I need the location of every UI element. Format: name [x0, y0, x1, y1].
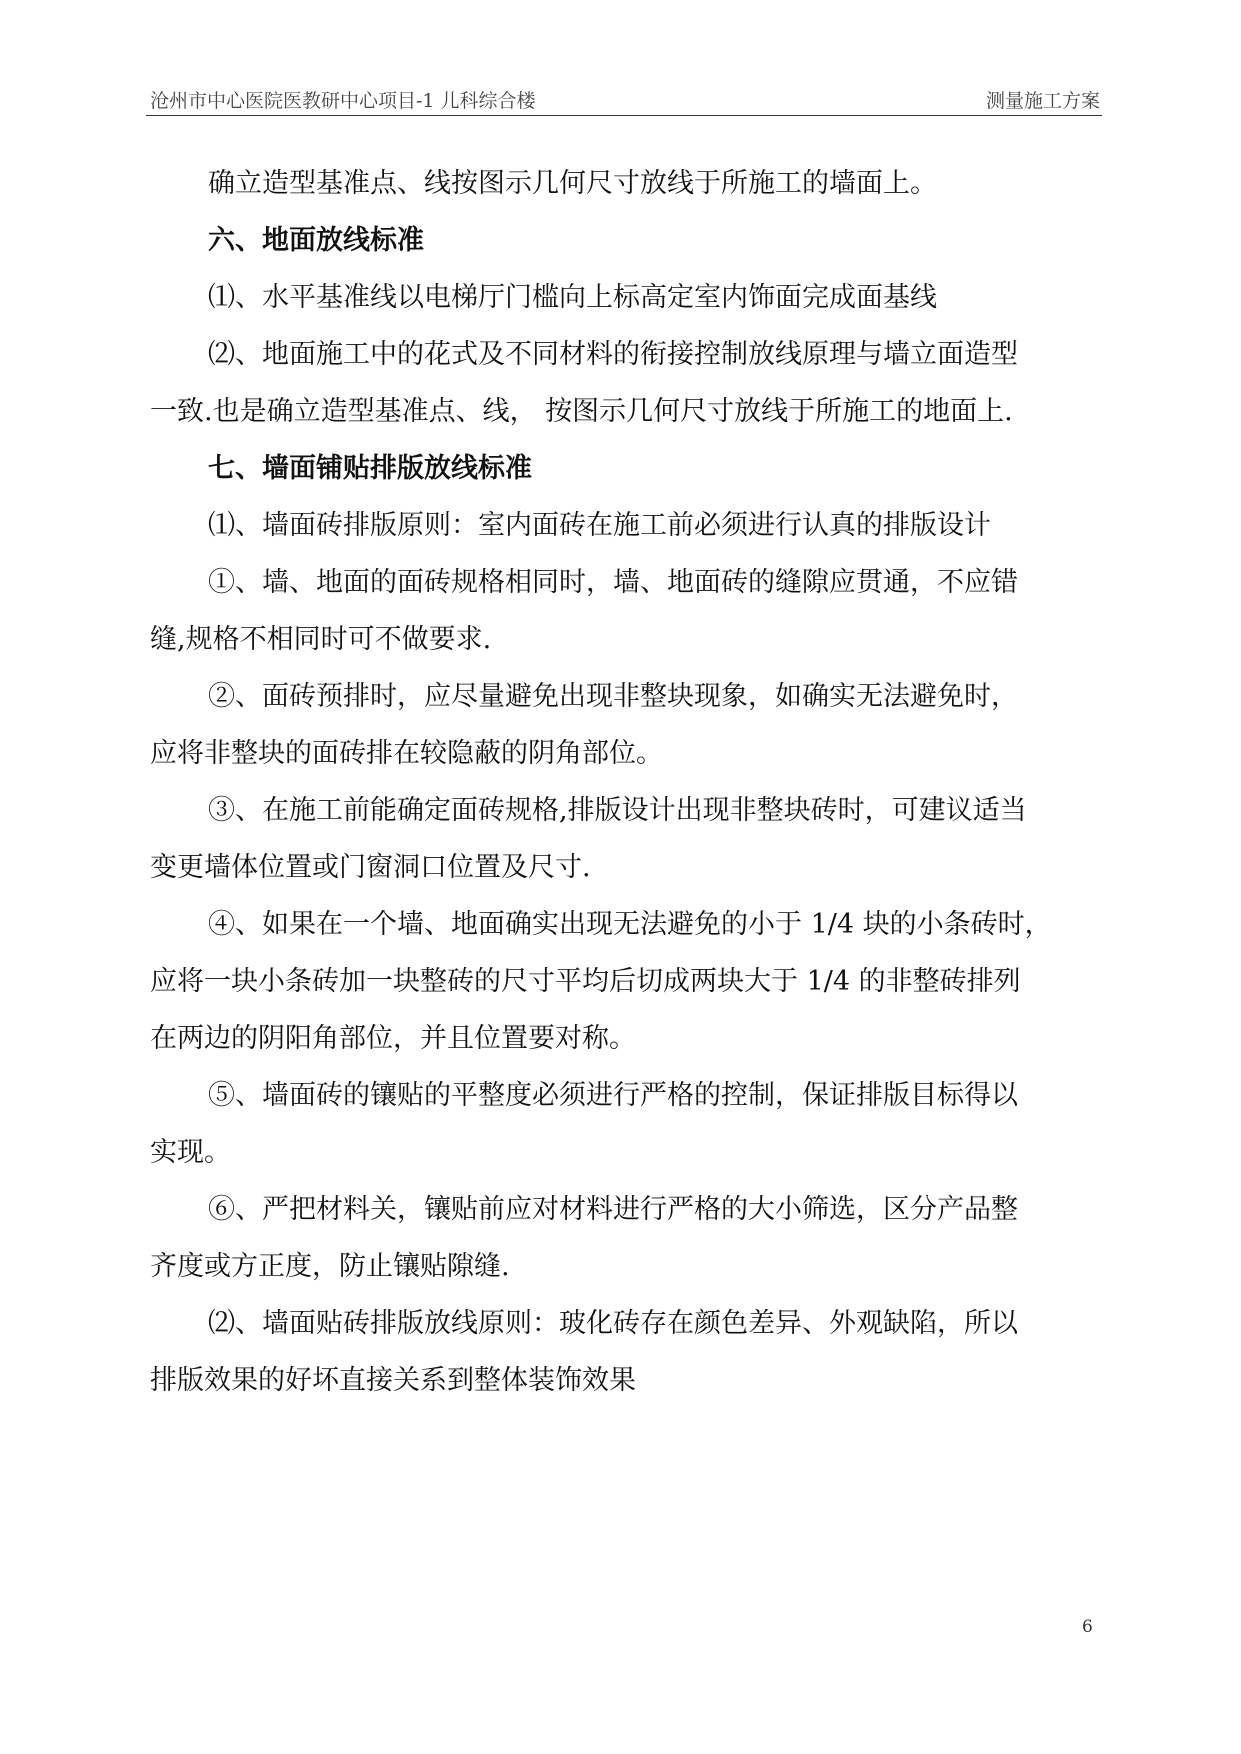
- paragraph-line: ⑥、严把材料关，镶贴前应对材料进行严格的大小筛选，区分产品整: [208, 1194, 1018, 1225]
- paragraph-line: 应将一块小条砖加一块整砖的尺寸平均后切成两块大于 1/4 的非整砖排列: [150, 966, 1021, 997]
- section-heading-6: 六、地面放线标准: [208, 225, 424, 256]
- paragraph-line: ①、墙、地面的面砖规格相同时，墙、地面砖的缝隙应贯通，不应错: [208, 567, 1018, 598]
- paragraph-line: ⑵、地面施工中的花式及不同材料的衔接控制放线原理与墙立面造型: [208, 339, 1018, 370]
- paragraph-line: ⑴、水平基准线以电梯厅门槛向上标高定室内饰面完成面基线: [208, 282, 937, 313]
- section-heading-7: 七、墙面铺贴排版放线标准: [208, 453, 532, 484]
- paragraph-line: ⑵、墙面贴砖排版放线原则：玻化砖存在颜色差异、外观缺陷，所以: [208, 1308, 1018, 1339]
- paragraph-line: 排版效果的好坏直接关系到整体装饰效果: [150, 1365, 636, 1396]
- paragraph-line: 齐度或方正度，防止镶贴隙缝.: [150, 1251, 510, 1282]
- header-project-title: 沧州市中心医院医教研中心项目-1 儿科综合楼: [150, 90, 536, 112]
- paragraph-line: 一致.也是确立造型基准点、线， 按图示几何尺寸放线于所施工的地面上.: [150, 396, 1013, 427]
- paragraph-line: ②、面砖预排时，应尽量避免出现非整块现象，如确实无法避免时，: [208, 681, 1018, 712]
- page-number: 6: [1082, 1617, 1093, 1637]
- document-body: [150, 155, 1100, 1409]
- paragraph-line: 在两边的阴阳角部位，并且位置要对称。: [150, 1023, 636, 1054]
- paragraph-line: ③、在施工前能确定面砖规格,排版设计出现非整块砖时，可建议适当: [208, 795, 1027, 826]
- header-rule: [146, 115, 1102, 116]
- paragraph-line: ⑴、墙面砖排版原则：室内面砖在施工前必须进行认真的排版设计: [208, 510, 991, 541]
- paragraph-line: 确立造型基准点、线按图示几何尺寸放线于所施工的墙面上。: [208, 168, 937, 199]
- header-document-type: 测量施工方案: [985, 90, 1100, 112]
- paragraph-line: 变更墙体位置或门窗洞口位置及尺寸.: [150, 852, 591, 883]
- paragraph-line: 实现。: [150, 1137, 231, 1168]
- page-header: [150, 86, 1100, 116]
- paragraph-line: 缝,规格不相同时可不做要求.: [150, 624, 492, 655]
- paragraph-line: ⑤、墙面砖的镶贴的平整度必须进行严格的控制，保证排版目标得以: [208, 1080, 1018, 1111]
- paragraph-line: ④、如果在一个墙、地面确实出现无法避免的小于 1/4 块的小条砖时，: [208, 909, 1052, 940]
- paragraph-line: 应将非整块的面砖排在较隐蔽的阴角部位。: [150, 738, 663, 769]
